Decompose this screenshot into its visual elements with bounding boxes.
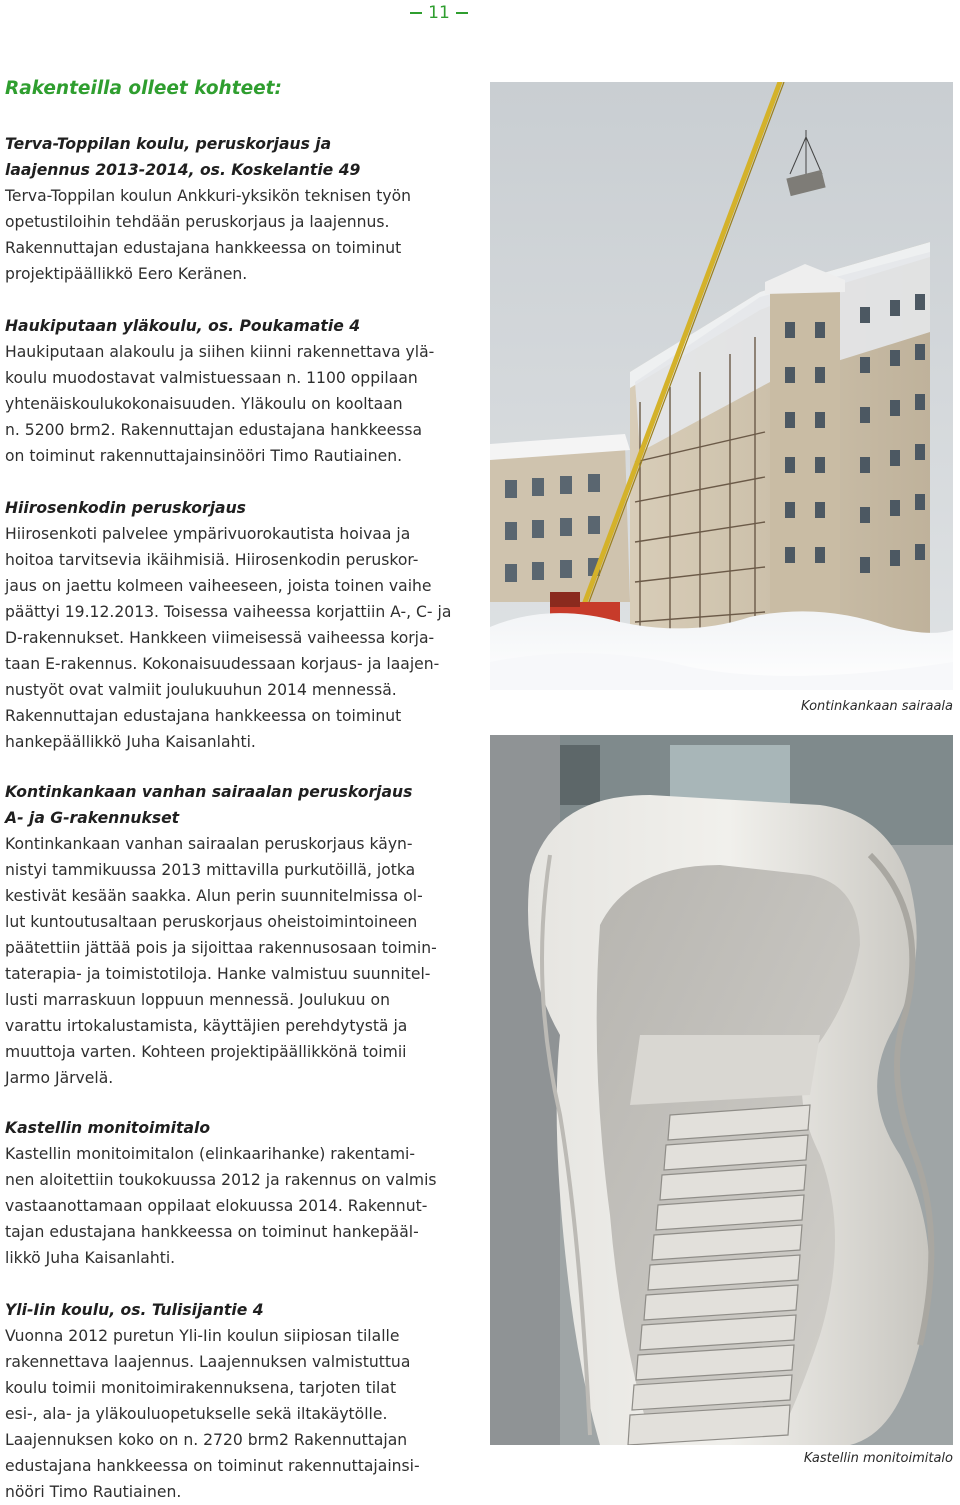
page-number-dash-left [410,12,422,14]
project-haukiputaan-ylakoulu [5,313,473,469]
project-yli-iin-koulu [5,1297,473,1505]
project-title-line: Kastellin monitoimitalo [5,1119,211,1137]
photo-caption: Kontinkankaan sairaala [801,699,953,714]
project-title [5,1297,473,1323]
project-body: Hiirosenkoti palvelee ympärivuorokautista hoivaa ja hoitoa tarvitsevia ikäihmisiä. Hiirosenkodin peruskor- jaus on jaettu kolmeen vaiheeseen, joista toinen vaihe päättyi 19.12.2013. Toisessa vaiheessa korjattiin A-, C- ja D-rakennukset. Hankkeen viimeisessä vaiheessa korja- taan E-rakennus. Kokonaisuudessaan korjaus- ja laajen- nustyöt ovat valmiit joulukuuhun 2014 mennessä. Rakennuttajan edustajana hankkeessa on toiminut hankepäällikkö Juha Kaisanlahti. [5,525,452,751]
hospital-construction-photo [490,82,953,690]
project-hiirosenkoti [5,495,473,755]
project-terva-toppila [5,131,473,287]
project-body: Kontinkankaan vanhan sairaalan peruskorjaus käyn- nistyi tammikuussa 2013 mittavilla purkutöillä, jotka kestivät kesään saakka. Alun perin suunnitelmissa ol- lut kuntoutusaltaan peruskorjaus oheistoimintoineen päätettiin jättää pois ja sijoittaa rakennusosaan toimin- taterapia- ja toimistotiloja. Hanke valmistuu suunnitel- lusti marraskuun loppuun mennessä. Joulukuu on varattu irtokalustamista, käyttäjien perehdytystä ja muuttoja varten. Kohteen projektipäällikkönä toimii Jarmo Järvelä. [5,835,437,1087]
project-kastelli [5,1115,473,1271]
photo-caption: Kastellin monitoimitalo [803,1451,953,1466]
project-kontinkangas [5,779,473,1091]
project-title-line: Haukiputaan yläkoulu, os. Poukamatie 4 [5,317,361,335]
project-title [5,313,473,339]
page-number [408,2,470,24]
project-body: Kastellin monitoimitalon (elinkaarihanke) rakentami- nen aloitettiin toukokuussa 2012 ja rakennus on valmis vastaanottamaan oppilaat elokuussa 2014. Rakennut- tajan edustajana hankkeessa on toiminut hankepääl- likkö Juha Kaisanlahti. [5,1145,437,1267]
project-title-line: A- ja G-rakennukset [5,809,180,827]
project-body: Vuonna 2012 puretun Yli-Iin koulun siipiosan tilalle rakennettava laajennus. Laajennuksen valmistuttua koulu toimii monitoimirakennuksena, tarjoten tilat esi-, ala- ja yläkouluopetukselle sekä iltakäytölle. Laajennuksen koko on n. 2720 brm2 Rakennuttajan edustajana hankkeessa on toiminut rakennuttajainsi- nööri Timo Rautiainen. [5,1327,420,1501]
project-title-line: laajennus 2013-2014, os. Koskelantie 49 [5,161,361,179]
project-title [5,495,473,521]
project-title-line: Hiirosenkodin peruskorjaus [5,499,246,517]
project-body: Terva-Toppilan koulun Ankkuri-yksikön teknisen työn opetustiloihin tehdään peruskorjaus ja laajennus. Rakennuttajan edustajana hankkeessa on toiminut projektipäällikkö Eero Keränen. [5,187,412,283]
project-title-line: Kontinkankaan vanhan sairaalan peruskorjaus [5,783,413,801]
hospital-construction-illustration [490,82,953,690]
project-title-line: Yli-Iin koulu, os. Tulisijantie 4 [5,1301,264,1319]
section-heading: Rakenteilla olleet kohteet: [5,78,282,99]
staircase-illustration [490,735,953,1445]
project-title [5,131,473,183]
project-title-line: Terva-Toppilan koulu, peruskorjaus ja [5,135,332,153]
page-number-dash-right [456,12,468,14]
staircase-photo [490,735,953,1445]
project-title [5,779,473,831]
page-number-value: 11 [428,3,450,23]
project-body: Haukiputaan alakoulu ja siihen kiinni rakennettava ylä- koulu muodostavat valmistuessaan n. 1100 oppilaan yhtenäiskoulukokonaisuuden. Yläkoulu on kooltaan n. 5200 brm2. Rakennuttajan edustajana hankkeessa on toiminut rakennuttajainsinööri Timo Rautiainen. [5,343,435,465]
project-title [5,1115,473,1141]
